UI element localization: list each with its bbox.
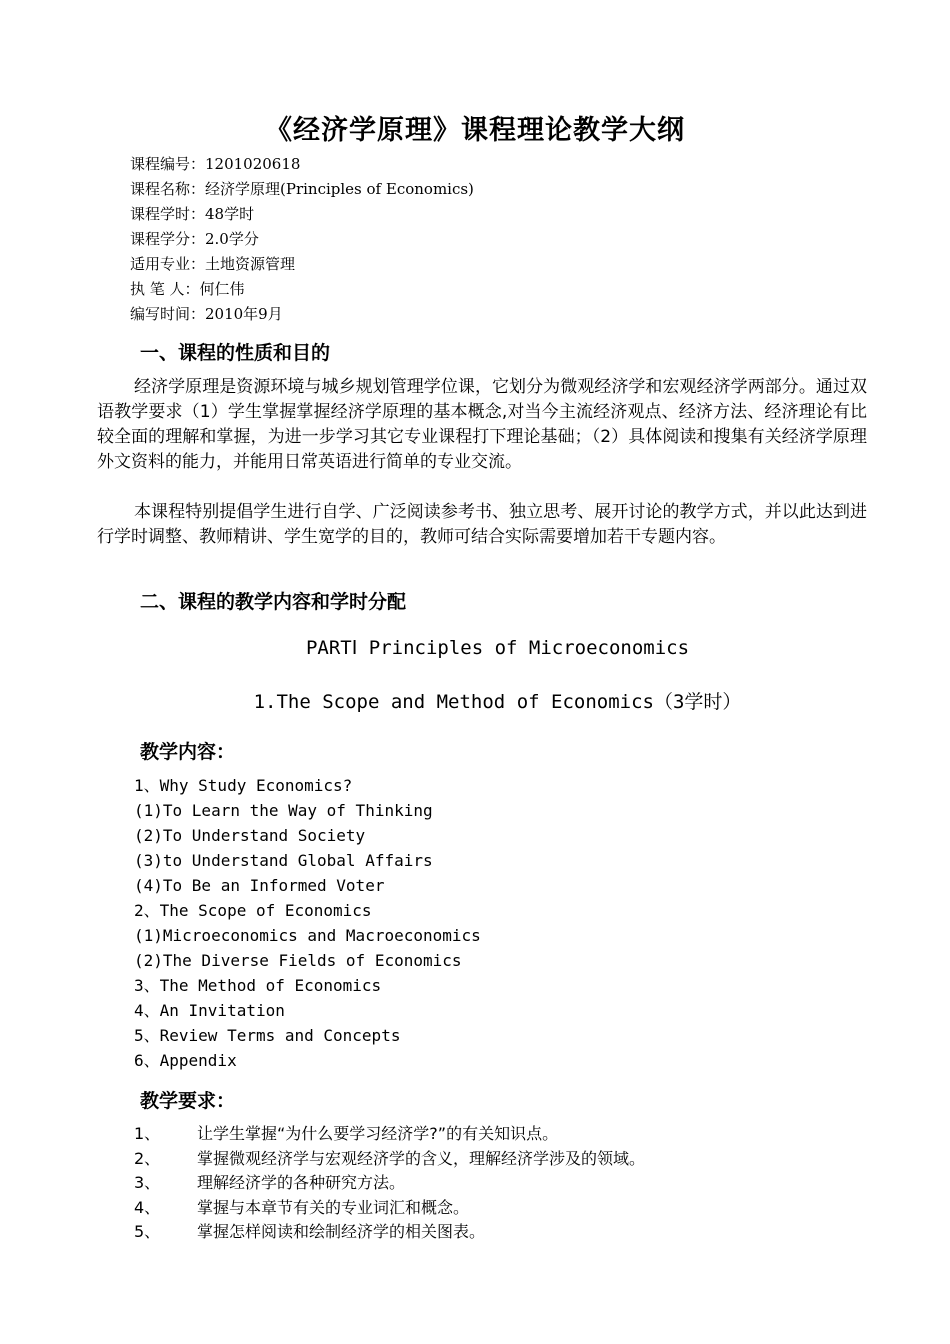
teaching-requirements-heading: 教学要求： <box>140 1090 236 1112</box>
item-text: 让学生掌握“为什么要学习经济学?”的有关知识点。 <box>197 1124 559 1143</box>
list-item: 5、Review Terms and Concepts <box>134 1026 401 1045</box>
teaching-content-heading: 教学内容： <box>140 741 236 763</box>
item-number: 3、 <box>134 1173 161 1192</box>
list-item: 3、The Method of Economics <box>134 976 382 995</box>
teaching-requirements-list <box>134 1122 645 1245</box>
item-number: 5、 <box>134 1222 161 1241</box>
course-code: 课程编号：1201020618 <box>130 155 301 173</box>
part-title: PARTⅠ Principles of Microeconomics <box>305 637 690 659</box>
course-author: 执 笔 人：何仁伟 <box>130 280 245 298</box>
paragraph-course-description: 经济学原理是资源环境与城乡规划管理学位课，它划分为微观经济学和宏观经济学两部分。通过双语教学要求（1）学生掌握掌握经济学原理的基本概念,对当今主流经济观点、经济方法、经济理论有比较全面的理解和掌握，为进一步学习其它专业课程打下理论基础；（2）具体阅读和搜集有关经济学原理外文资料的能力，并能用日常英语进行简单的专业交流。 <box>97 377 867 472</box>
item-text: 掌握微观经济学与宏观经济学的含义，理解经济学涉及的领域。 <box>197 1148 646 1168</box>
list-item <box>134 1196 645 1221</box>
item-number: 4、 <box>134 1197 161 1217</box>
course-credits: 课程学分：2.0学分 <box>130 230 259 248</box>
list-item: (1)Microeconomics and Macroeconomics <box>134 926 481 945</box>
list-item <box>134 1122 645 1147</box>
list-item: (2)To Understand Society <box>134 826 366 845</box>
section-heading-nature-purpose: 一、课程的性质和目的 <box>140 342 331 364</box>
document-title: 《经济学原理》课程理论教学大纲 <box>265 115 685 146</box>
paragraph-teaching-method: 本课程特别提倡学生进行自学、广泛阅读参考书、独立思考、展开讨论的教学方式，并以此达到进行学时调整、教师精讲、学生宽学的目的，教师可结合实际需要增加若干专题内容。 <box>97 502 867 547</box>
list-item: (3)to Understand Global Affairs <box>134 851 433 870</box>
list-item: 1、Why Study Economics? <box>134 776 353 795</box>
section-heading-content-hours: 二、课程的教学内容和学时分配 <box>140 591 407 613</box>
list-item: 2、The Scope of Economics <box>134 901 372 920</box>
item-text: 理解经济学的各种研究方法。 <box>197 1173 406 1192</box>
course-hours: 课程学时：48学时 <box>130 205 255 223</box>
list-item: 4、An Invitation <box>134 1001 285 1020</box>
course-name: 课程名称：经济学原理(Principles of Economics) <box>130 180 474 198</box>
list-item: 6、Appendix <box>134 1051 237 1070</box>
item-number: 2、 <box>134 1148 161 1168</box>
list-item: (1)To Learn the Way of Thinking <box>134 801 433 820</box>
course-date: 编写时间：2010年9月 <box>130 305 283 323</box>
list-item: (2)The Diverse Fields of Economics <box>134 951 462 970</box>
list-item <box>134 1171 645 1196</box>
item-text: 掌握与本章节有关的专业词汇和概念。 <box>197 1197 470 1217</box>
item-number: 1、 <box>134 1124 161 1143</box>
course-info-block <box>130 152 474 327</box>
course-major: 适用专业：土地资源管理 <box>130 255 296 273</box>
list-item <box>134 1147 645 1172</box>
chapter-title: 1.The Scope and Method of Economics（3学时） <box>253 691 742 713</box>
item-text: 掌握怎样阅读和绘制经济学的相关图表。 <box>197 1222 486 1241</box>
teaching-content-list <box>134 773 481 1073</box>
list-item: (4)To Be an Informed Voter <box>134 876 385 895</box>
list-item <box>134 1220 645 1245</box>
